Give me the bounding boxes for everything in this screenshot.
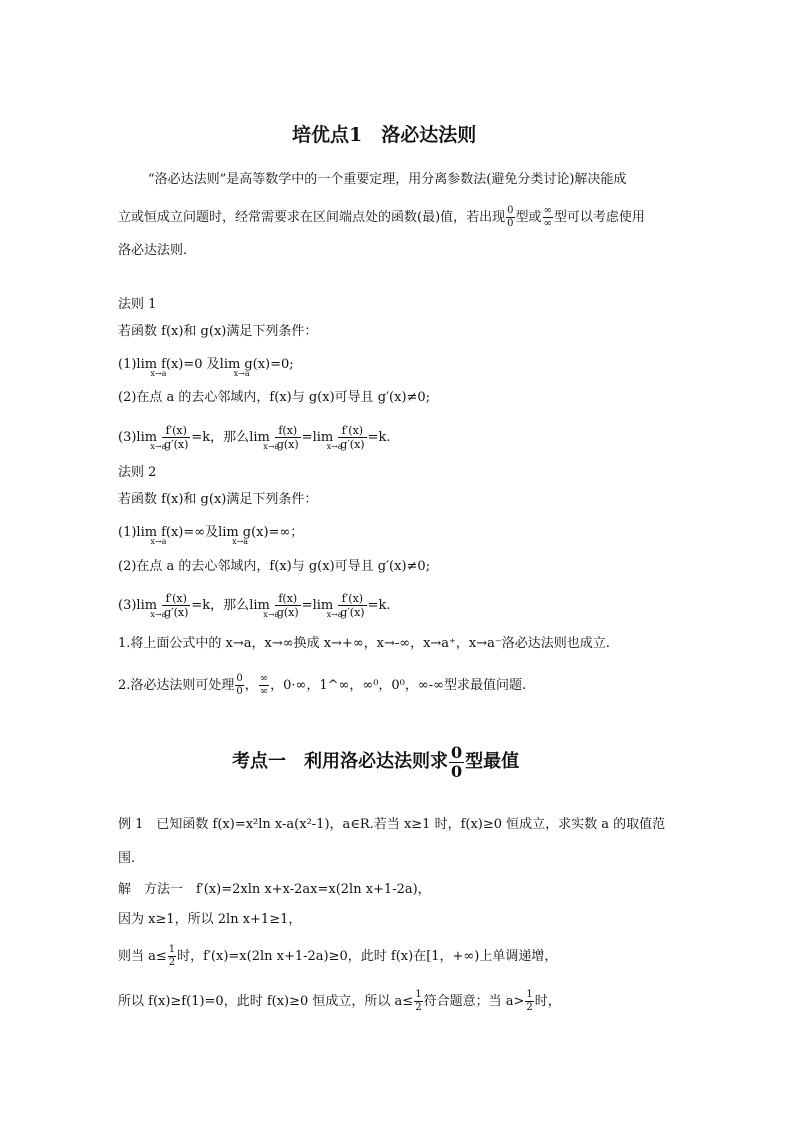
numerator: 0: [236, 673, 243, 684]
text: =k，那么: [191, 430, 250, 445]
limit-symbol: [312, 588, 343, 624]
text: ，: [244, 678, 258, 693]
rule2-condition-1: [118, 525, 304, 546]
zero-over-zero-fraction: [506, 206, 514, 229]
lim-subscript: x→a: [263, 610, 280, 619]
page-title: 培优点1 洛必达法则: [292, 124, 477, 146]
text: f(x)=∞及: [161, 525, 219, 540]
limit-symbol: [312, 420, 343, 456]
text: 时，: [534, 994, 561, 1009]
inf-over-inf-fraction: [543, 206, 553, 229]
note-2: [118, 668, 526, 704]
denominator: ∞: [259, 686, 269, 697]
denominator: 0: [507, 218, 514, 229]
intro-line-2: [118, 206, 645, 229]
lim-text: lim: [136, 357, 158, 372]
text: 符合题意；当 a>: [423, 994, 525, 1009]
numerator: f(x): [275, 593, 301, 606]
label: (1): [118, 357, 137, 372]
lim-text: lim: [312, 598, 334, 613]
lim-subscript: x→a: [263, 442, 280, 451]
solution-line-3: [118, 940, 557, 974]
rule1-heading: 法则 1: [118, 297, 157, 312]
lim-subscript: x→a: [326, 610, 343, 619]
lim-text: lim: [249, 430, 270, 445]
lim-text: lim: [136, 430, 158, 445]
rule1-condition-2: (2)在点 a 的去心邻域内，f(x)与 g(x)可导且 g′(x)≠0;: [118, 390, 431, 405]
denominator: 2: [526, 1002, 533, 1013]
limit-symbol: [218, 525, 249, 546]
lim-subscript: x→a: [150, 610, 167, 619]
text: g(x)=0;: [244, 357, 294, 372]
solution-line-2: 因为 x≥1，所以 2ln x+1≥1，: [118, 912, 302, 927]
numerator: 0: [451, 742, 463, 762]
intro-line-2-a: 立或恒成立问题时，经常需要求在区间端点处的函数(最)值，若出现: [118, 210, 506, 225]
numerator: f′(x): [338, 593, 366, 606]
lim-text: lim: [136, 525, 158, 540]
limit-symbol: [136, 588, 167, 624]
one-half-fraction: [525, 990, 533, 1013]
denominator: 2: [168, 957, 176, 968]
text: =: [301, 430, 313, 445]
text: 则当 a≤: [118, 949, 167, 964]
label: (3): [118, 430, 137, 445]
lim-subscript: x→a: [233, 369, 250, 378]
rule2-condition-2: (2)在点 a 的去心邻域内，f(x)与 g(x)可导且 g′(x)≠0;: [118, 559, 431, 574]
text: g(x)=∞；: [242, 525, 304, 540]
example-line-2: 围.: [118, 851, 136, 866]
intro-line-2-b: 型或: [515, 210, 542, 225]
denominator: ∞: [543, 218, 552, 229]
text: 型最值: [465, 751, 520, 772]
limit-symbol: [136, 420, 167, 456]
denominator: g′(x): [164, 606, 189, 619]
denominator: 0: [451, 761, 463, 781]
intro-line-3: 洛必达法则.: [118, 243, 188, 258]
rule2-condition-3: [118, 588, 390, 624]
inf-over-inf-fraction: [259, 674, 269, 697]
text: 所以 f(x)≥f(1)=0，此时 f(x)≥0 恒成立，所以 a≤: [118, 994, 414, 1009]
numerator: f′(x): [338, 425, 366, 438]
section-heading: [232, 740, 519, 784]
limit-symbol: [249, 420, 280, 456]
text: 时，f′(x)=x(2ln x+1-2a)≥0，此时 f(x)在[1，+∞)上单调递增，: [177, 949, 558, 964]
lim-subscript: x→a: [150, 537, 167, 546]
label: (1): [118, 525, 137, 540]
denominator: g(x): [276, 606, 299, 619]
rule1-condition-3: [118, 420, 390, 456]
text: =k，那么: [191, 598, 250, 613]
note-1: 1.将上面公式中的 x→a，x→∞换成 x→+∞，x→-∞，x→a⁺，x→a⁻洛必达法则也成立.: [118, 636, 610, 651]
lim-text: lim: [312, 430, 334, 445]
example-line-1: 例 1 已知函数 f(x)=x²ln x-a(x²-1)，a∈R.若当 x≥1 时，f(x)≥0 恒成立，求实数 a 的取值范: [118, 817, 666, 832]
lim-text: lim: [219, 357, 241, 372]
intro-line-1: “洛必达法则”是高等数学中的一个重要定理，用分离参数法(避免分类讨论)解决能成: [148, 172, 627, 187]
limit-symbol: [136, 357, 167, 378]
lim-text: lim: [218, 525, 239, 540]
numerator: ∞: [259, 673, 269, 684]
label: (3): [118, 598, 137, 613]
text: 考点一 利用洛必达法则求: [232, 751, 448, 772]
denominator: g′(x): [164, 438, 189, 451]
zero-over-zero-fraction: [235, 674, 243, 697]
limit-symbol: [136, 525, 167, 546]
denominator: 2: [415, 1002, 422, 1013]
solution-line-1: 解 方法一 f′(x)=2xln x+x-2ax=x(2ln x+1-2a)，: [118, 882, 431, 897]
text: f(x)=0 及: [161, 357, 220, 372]
denominator: g′(x): [340, 606, 365, 619]
solution-line-4: [118, 985, 561, 1019]
one-half-fraction: [168, 945, 176, 968]
rule1-condition: 若函数 f(x)和 g(x)满足下列条件：: [118, 324, 318, 339]
lim-text: lim: [136, 598, 158, 613]
numerator: 0: [507, 205, 514, 216]
denominator: 0: [236, 686, 243, 697]
rule2-condition: 若函数 f(x)和 g(x)满足下列条件：: [118, 492, 318, 507]
lim-subscript: x→a: [232, 537, 249, 546]
numerator: f′(x): [162, 425, 190, 438]
text: 2.洛必达法则可处理: [118, 678, 235, 693]
lim-text: lim: [249, 598, 270, 613]
limit-symbol: [219, 357, 250, 378]
numerator: 1: [526, 989, 533, 1000]
one-half-fraction: [414, 990, 422, 1013]
denominator: g(x): [276, 438, 299, 451]
text: =k.: [367, 598, 391, 613]
rule2-heading: 法则 2: [118, 465, 157, 480]
limit-symbol: [249, 588, 280, 624]
lim-subscript: x→a: [326, 442, 343, 451]
numerator: 1: [168, 944, 176, 955]
zero-over-zero-fraction: [449, 742, 464, 781]
text: =: [301, 598, 313, 613]
text: =k.: [367, 430, 391, 445]
numerator: f′(x): [162, 593, 190, 606]
rule1-condition-1: [118, 357, 294, 378]
text: ，0·∞，1^∞，∞⁰，0⁰，∞-∞型求最值问题.: [270, 678, 527, 693]
numerator: 1: [415, 989, 422, 1000]
denominator: g′(x): [340, 438, 365, 451]
lim-subscript: x→a: [150, 442, 167, 451]
numerator: ∞: [543, 205, 552, 216]
lim-subscript: x→a: [150, 369, 167, 378]
numerator: f(x): [275, 425, 301, 438]
intro-line-2-c: 型可以考虑使用: [553, 210, 645, 225]
